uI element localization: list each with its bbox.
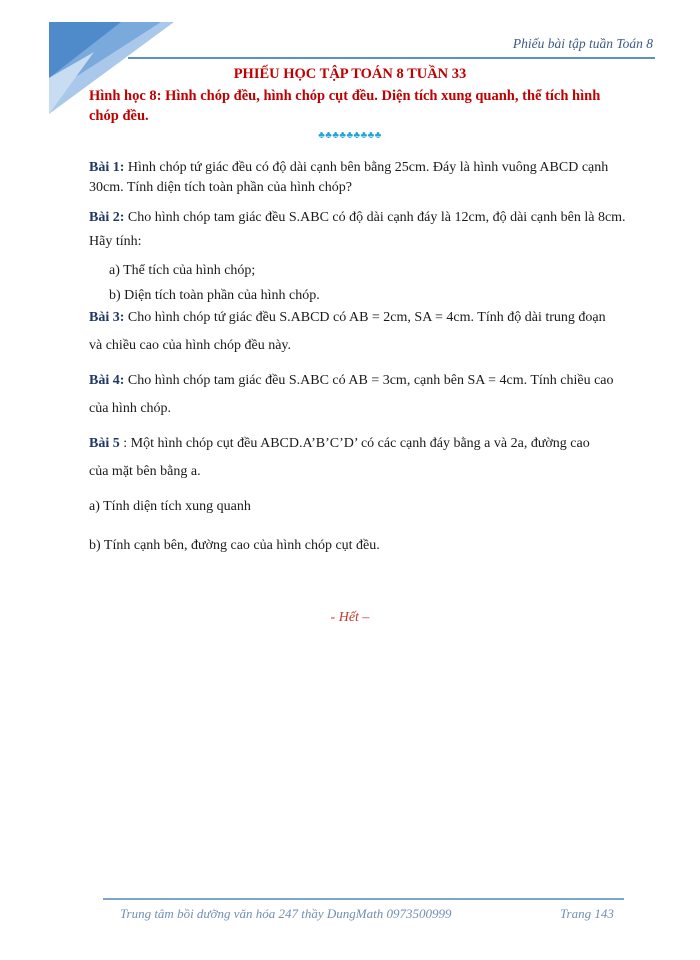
header-rule — [128, 57, 655, 59]
problem-4 — [89, 371, 644, 391]
problem-5-line2: của mặt bên bằng a. — [89, 464, 201, 479]
club-divider: ♣♣♣♣♣♣♣♣♣ — [318, 130, 382, 141]
problem-5-part-b: b) Tính cạnh bên, đường cao của hình chóp cụt đều. — [89, 538, 380, 553]
problem-5-part-a: a) Tính diện tích xung quanh — [89, 499, 251, 514]
problem-label: Bài 1: — [89, 160, 125, 175]
problem-text: Cho hình chóp tam giác đều S.ABC có AB = 3cm, cạnh bên SA = 4cm. Tính chiều cao — [124, 373, 614, 388]
problem-2-part-a: a) Thể tích của hình chóp; — [109, 263, 256, 278]
problem-5 — [89, 434, 644, 454]
problem-text: Cho hình chóp tam giác đều S.ABC có độ dài cạnh đáy là 12cm, độ dài cạnh bên là 8cm. Hãy tính: — [89, 210, 626, 249]
worksheet-title: PHIẾU HỌC TẬP TOÁN 8 TUẦN 33 — [233, 66, 467, 82]
problem-2-part-b: b) Diện tích toàn phần của hình chóp. — [109, 288, 320, 303]
running-header-title: Phiếu bài tập tuần Toán 8 — [512, 36, 653, 51]
problem-4-line2: của hình chóp. — [89, 401, 172, 416]
worksheet-subtitle: Hình học 8: Hình chóp đều, hình chóp cụt đều. Diện tích xung quanh, thể tích hình chóp đều. — [89, 88, 601, 124]
page-number: Trang 143 — [560, 906, 614, 921]
footer-rule — [103, 898, 624, 900]
problem-1 — [89, 158, 644, 198]
problem-3-line2: và chiều cao của hình chóp đều này. — [89, 338, 292, 353]
problem-label: Bài 3: — [89, 310, 125, 325]
end-mark: - Hết – — [330, 610, 370, 625]
problem-2 — [89, 206, 644, 254]
problem-text: Hình chóp tứ giác đều có độ dài cạnh bên bằng 25cm. Đáy là hình vuông ABCD cạnh 30cm. Tính diện tích toàn phần của hình chóp? — [89, 160, 609, 195]
problem-3 — [89, 308, 644, 328]
problem-label: Bài 2: — [89, 210, 125, 225]
problem-label: Bài 5 — [89, 436, 120, 451]
problem-text: : Một hình chóp cụt đều ABCD.A’B’C’D’ có các cạnh đáy bằng a và 2a, đường cao — [119, 436, 590, 451]
problem-text: Cho hình chóp tứ giác đều S.ABCD có AB = 2cm, SA = 4cm. Tính độ dài trung đoạn — [124, 310, 606, 325]
problem-label: Bài 4: — [89, 373, 125, 388]
footer-center-info: Trung tâm bồi dưỡng văn hóa 247 thầy DungMath 0973500999 — [120, 906, 452, 921]
